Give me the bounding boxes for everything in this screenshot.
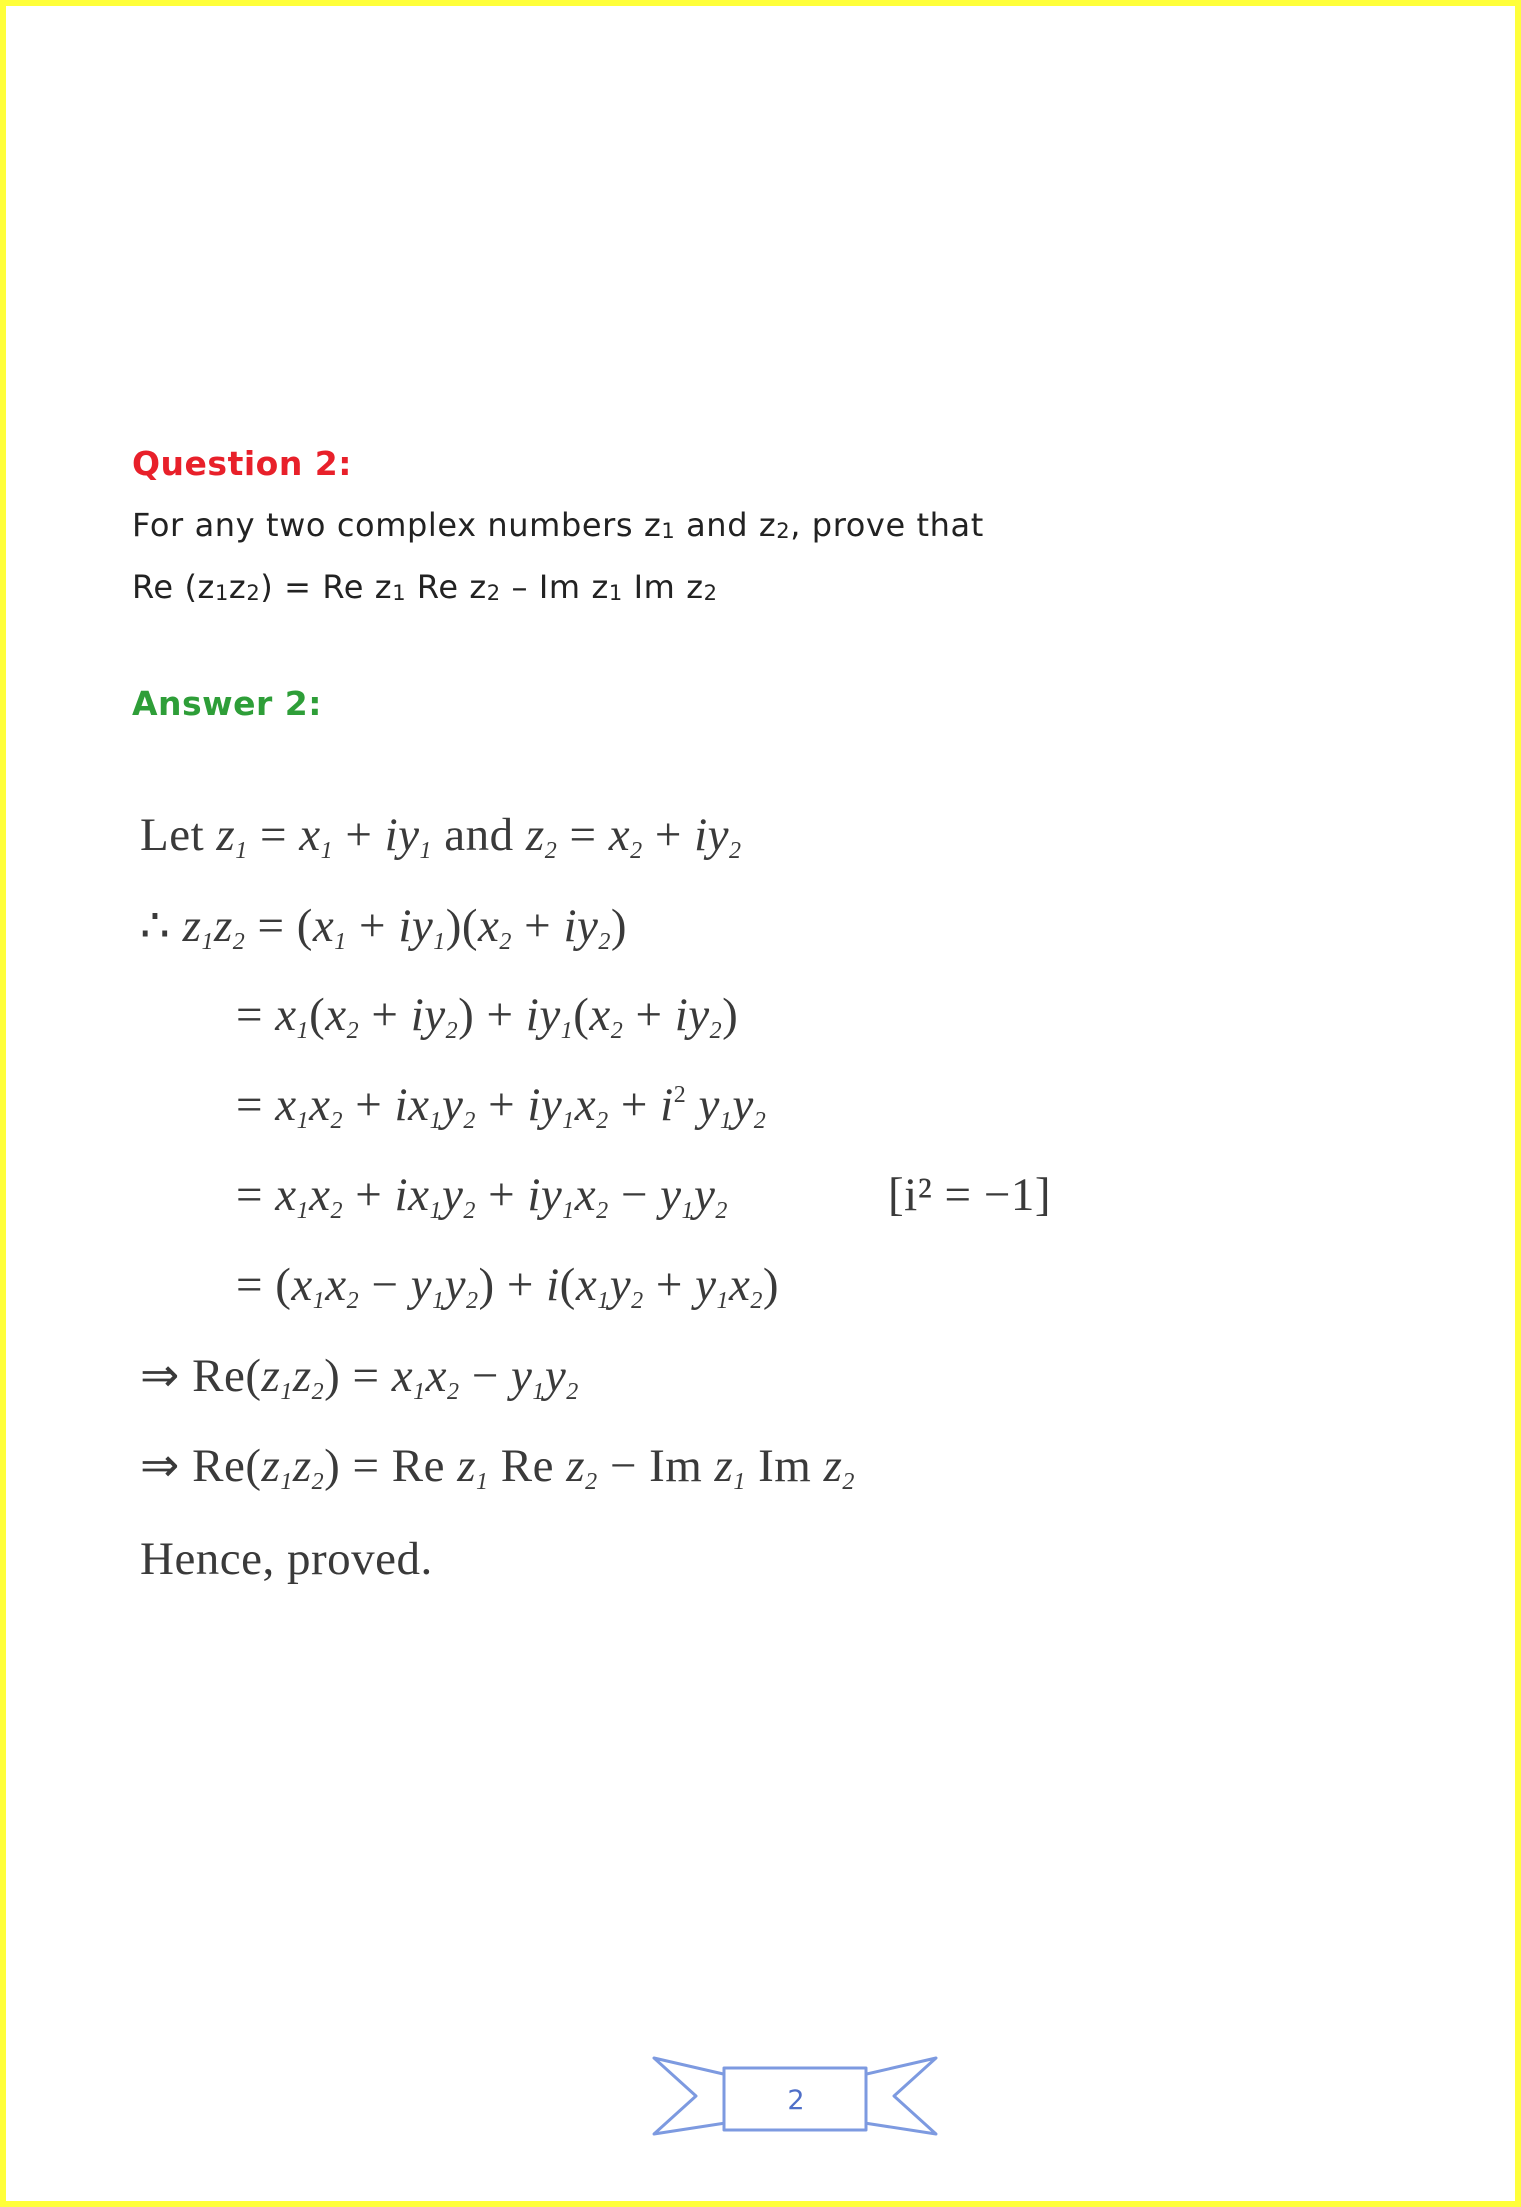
solution-line-product: ∴ $z_1z_2 = (x_1 + iy_1)(x_2 + iy_2)$	[140, 900, 628, 955]
solution-line-let: Let $z_1 = x_1 + iy_1$ and $z_2 = x_2 + iy_2$	[140, 809, 742, 864]
solution-line-result: ⇒ $Re(z_1z_2) = Re$ $z_1$ Re $z_2 - Im$ $z_1$ Im $z_2$	[140, 1440, 855, 1495]
solution-line-substitute: = $x_1x_2 + ix_1y_2 + iy_1x_2 - y_1y_2$	[236, 1169, 728, 1224]
question-heading: Question 2:	[132, 444, 352, 483]
note-i-squared: [i² = −1]	[888, 1169, 1051, 1221]
solution-line-distribute: = $x_1x_2 + ix_1y_2 + iy_1x_2 + i^2$ $y_1y_2$	[236, 1079, 767, 1134]
answer-heading: Answer 2:	[132, 684, 322, 723]
page-number: 2	[787, 2085, 805, 2116]
solution-line-group: = $(x_1x_2 - y_1y_2) + i(x_1y_2 + y_1x_2)$	[236, 1259, 779, 1314]
question-text-line-2: Re (z1z2) = Re z1 Re z2 – Im z1 Im z2	[132, 568, 718, 606]
solution-conclusion: Hence, proved.	[140, 1533, 433, 1585]
solution-line-real-part: ⇒ $Re(z_1z_2) = x_1x_2 - y_1y_2$	[140, 1350, 579, 1405]
solution-line-expand: = $x_1(x_2 + iy_2) + iy_1(x_2 + iy_2)$	[236, 989, 739, 1044]
question-text-line-1: For any two complex numbers z1 and z2, prove that	[132, 506, 984, 544]
